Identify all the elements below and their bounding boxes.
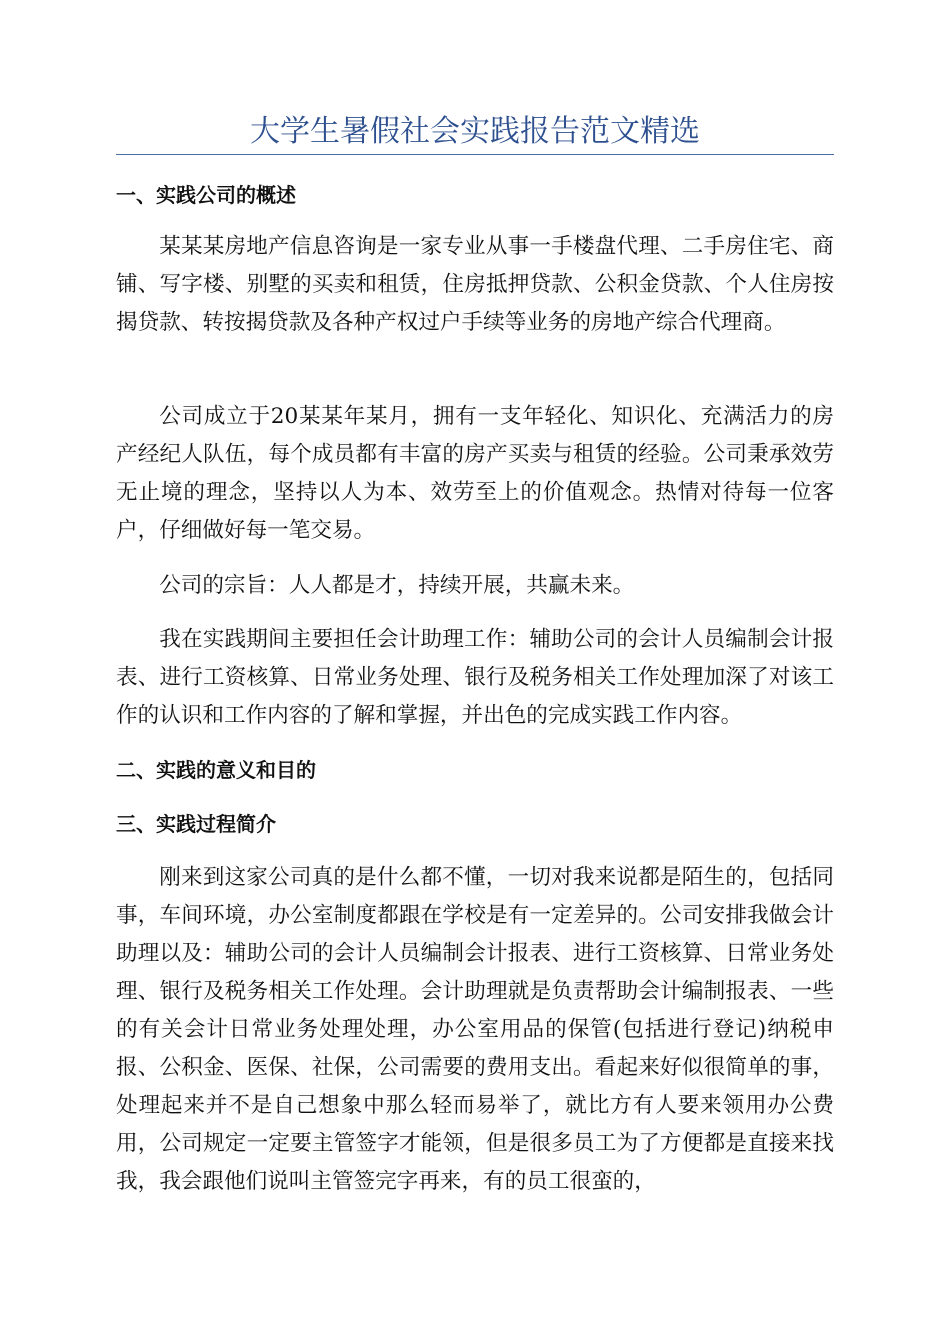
section-heading-process: 三、实践过程简介 (116, 812, 276, 836)
section-heading-overview: 一、实践公司的概述 (116, 183, 296, 207)
paragraph-company-founding: 公司成立于20某某年某月，拥有一支年轻化、知识化、充满活力的房产经纪人队伍，每个成员都有丰富的房产买卖与租赁的经验。公司秉承效劳无止境的理念，坚持以人为本、效劳至上的价值观念。热情对待每一位客户，仔细做好每一笔交易。 (116, 404, 834, 543)
document-page (116, 0, 834, 1344)
section-heading-purpose: 二、实践的意义和目的 (116, 758, 316, 782)
paragraph-company-mission: 公司的宗旨：人人都是才，持续开展，共赢未来。 (159, 573, 635, 598)
paragraph-internship-role: 我在实践期间主要担任会计助理工作：辅助公司的会计人员编制会计报表、进行工资核算、日常业务处理、银行及税务相关工作处理加深了对该工作的认识和工作内容的了解和掌握，并出色的完成实践工作内容。 (116, 627, 834, 728)
document-title: 大学生暑假社会实践报告范文精选 (250, 114, 700, 149)
title-underline (116, 154, 834, 155)
paragraph-process-detail: 刚来到这家公司真的是什么都不懂，一切对我来说都是陌生的，包括同事，车间环境，办公室制度都跟在学校是有一定差异的。公司安排我做会计助理以及：辅助公司的会计人员编制会计报表、进行工资核算、日常业务处理、银行及税务相关工作处理。会计助理就是负责帮助会计编制报表、一些的有关会计日常业务处理处理，办公室用品的保管(包括进行登记)纳税申报、公积金、医保、社保，公司需要的费用支出。看起来好似很简单的事，处理起来并不是自己想象中那么轻而易举了，就比方有人要来领用办公费用，公司规定一定要主管签字才能领，但是很多员工为了方便都是直接来找我，我会跟他们说叫主管签完字再来，有的员工很蛮的， (116, 865, 834, 1194)
paragraph-company-intro: 某某某房地产信息咨询是一家专业从事一手楼盘代理、二手房住宅、商铺、写字楼、别墅的买卖和租赁，住房抵押贷款、公积金贷款、个人住房按揭贷款、转按揭贷款及各种产权过户手续等业务的房地产综合代理商。 (116, 234, 834, 335)
